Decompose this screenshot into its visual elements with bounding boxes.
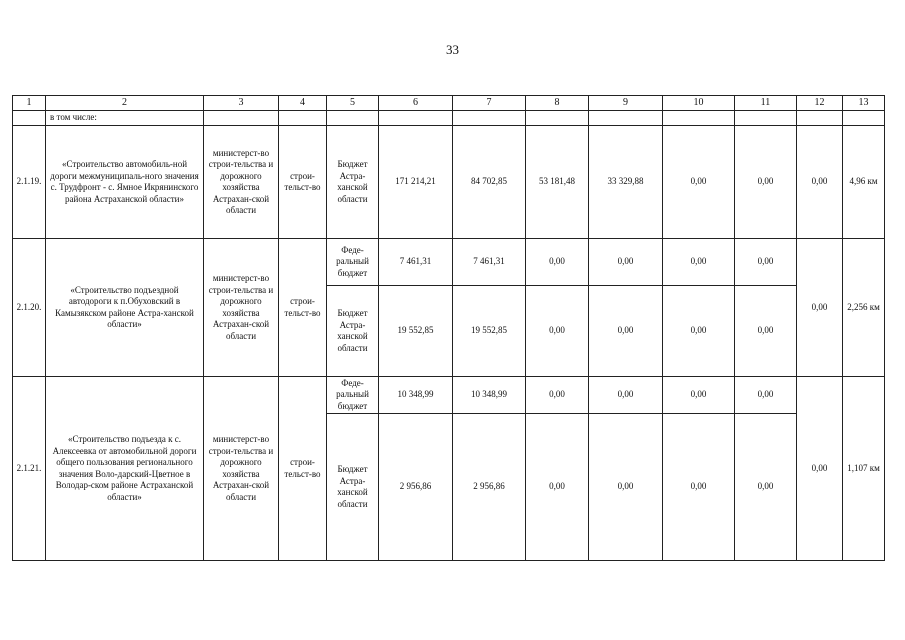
- column-header: 7: [453, 96, 526, 111]
- column-header-row: [13, 96, 885, 111]
- funding-source: Феде-ральный бюджет: [327, 377, 379, 414]
- row-code: 2.1.20.: [13, 239, 46, 377]
- subheader-row: [13, 111, 885, 126]
- funding-source: Бюджет Астра-ханской области: [327, 286, 379, 377]
- value-cell: 0,00: [589, 414, 663, 561]
- column-header: 6: [379, 96, 453, 111]
- work-type: строи-тельст-во: [279, 126, 327, 239]
- value-cell: 0,00: [663, 126, 735, 239]
- value-cell: 0,00: [526, 286, 589, 377]
- value-cell: 10 348,99: [379, 377, 453, 414]
- value-cell: 0,00: [735, 286, 797, 377]
- length-cell: 4,96 км: [843, 126, 885, 239]
- subheader-label: в том числе:: [46, 111, 204, 126]
- column-header: 12: [797, 96, 843, 111]
- value-cell: 10 348,99: [453, 377, 526, 414]
- value-cell: 7 461,31: [379, 239, 453, 286]
- value-cell: 0,00: [526, 414, 589, 561]
- value-cell: 0,00: [526, 377, 589, 414]
- value-cell: 84 702,85: [453, 126, 526, 239]
- table-row: [13, 239, 885, 286]
- value-cell: 0,00: [589, 377, 663, 414]
- value-cell: 19 552,85: [453, 286, 526, 377]
- value-cell: 0,00: [589, 239, 663, 286]
- funding-source: Феде-ральный бюджет: [327, 239, 379, 286]
- value-cell: 0,00: [663, 414, 735, 561]
- column-header: 5: [327, 96, 379, 111]
- column-header: 9: [589, 96, 663, 111]
- ministry: министерст-во строи-тельства и дорожного хозяйства Астрахан-ской области: [204, 126, 279, 239]
- value-cell: 0,00: [663, 286, 735, 377]
- column-header: 1: [13, 96, 46, 111]
- value-cell: 0,00: [735, 239, 797, 286]
- project-name: «Строительство автомобиль-ной дороги межмуниципаль-ного значения с. Трудфронт - с. Ямное Икрянинского района Астраханской области»: [46, 126, 204, 239]
- value-cell: 33 329,88: [589, 126, 663, 239]
- row-code: 2.1.21.: [13, 377, 46, 561]
- work-type: строи-тельст-во: [279, 377, 327, 561]
- value-cell: 0,00: [526, 239, 589, 286]
- column-header: 8: [526, 96, 589, 111]
- project-name: «Строительство подъезда к с. Алексеевка от автомобильной дороги общего пользования регионального значения Воло-дарский-Цветное в Володар-ском районе Астраханской области»: [46, 377, 204, 561]
- ministry: министерст-во строи-тельства и дорожного хозяйства Астрахан-ской области: [204, 377, 279, 561]
- value-cell: 53 181,48: [526, 126, 589, 239]
- length-cell: 2,256 км: [843, 239, 885, 377]
- value-cell: 19 552,85: [379, 286, 453, 377]
- value-cell: 0,00: [663, 239, 735, 286]
- project-name: «Строительство подъездной автодороги к п.Обуховский в Камызякском районе Астра-ханской области»: [46, 239, 204, 377]
- value-cell: 0,00: [663, 377, 735, 414]
- length-cell: 1,107 км: [843, 377, 885, 561]
- value-cell: 2 956,86: [379, 414, 453, 561]
- value-cell: 0,00: [797, 377, 843, 561]
- page-number: 33: [446, 42, 459, 57]
- budget-table: [12, 95, 885, 561]
- value-cell: 0,00: [735, 377, 797, 414]
- column-header: 2: [46, 96, 204, 111]
- ministry: министерст-во строи-тельства и дорожного хозяйства Астрахан-ской области: [204, 239, 279, 377]
- table-row: [13, 377, 885, 414]
- value-cell: 0,00: [735, 126, 797, 239]
- table-row: [13, 126, 885, 239]
- value-cell: 171 214,21: [379, 126, 453, 239]
- work-type: строи-тельст-во: [279, 239, 327, 377]
- column-header: 10: [663, 96, 735, 111]
- column-header: 11: [735, 96, 797, 111]
- funding-source: Бюджет Астра-ханской области: [327, 414, 379, 561]
- value-cell: 0,00: [589, 286, 663, 377]
- value-cell: 0,00: [797, 239, 843, 377]
- column-header: 3: [204, 96, 279, 111]
- column-header: 13: [843, 96, 885, 111]
- row-code: 2.1.19.: [13, 126, 46, 239]
- value-cell: 7 461,31: [453, 239, 526, 286]
- value-cell: 0,00: [735, 414, 797, 561]
- value-cell: 0,00: [797, 126, 843, 239]
- funding-source: Бюджет Астра-ханской области: [327, 126, 379, 239]
- value-cell: 2 956,86: [453, 414, 526, 561]
- column-header: 4: [279, 96, 327, 111]
